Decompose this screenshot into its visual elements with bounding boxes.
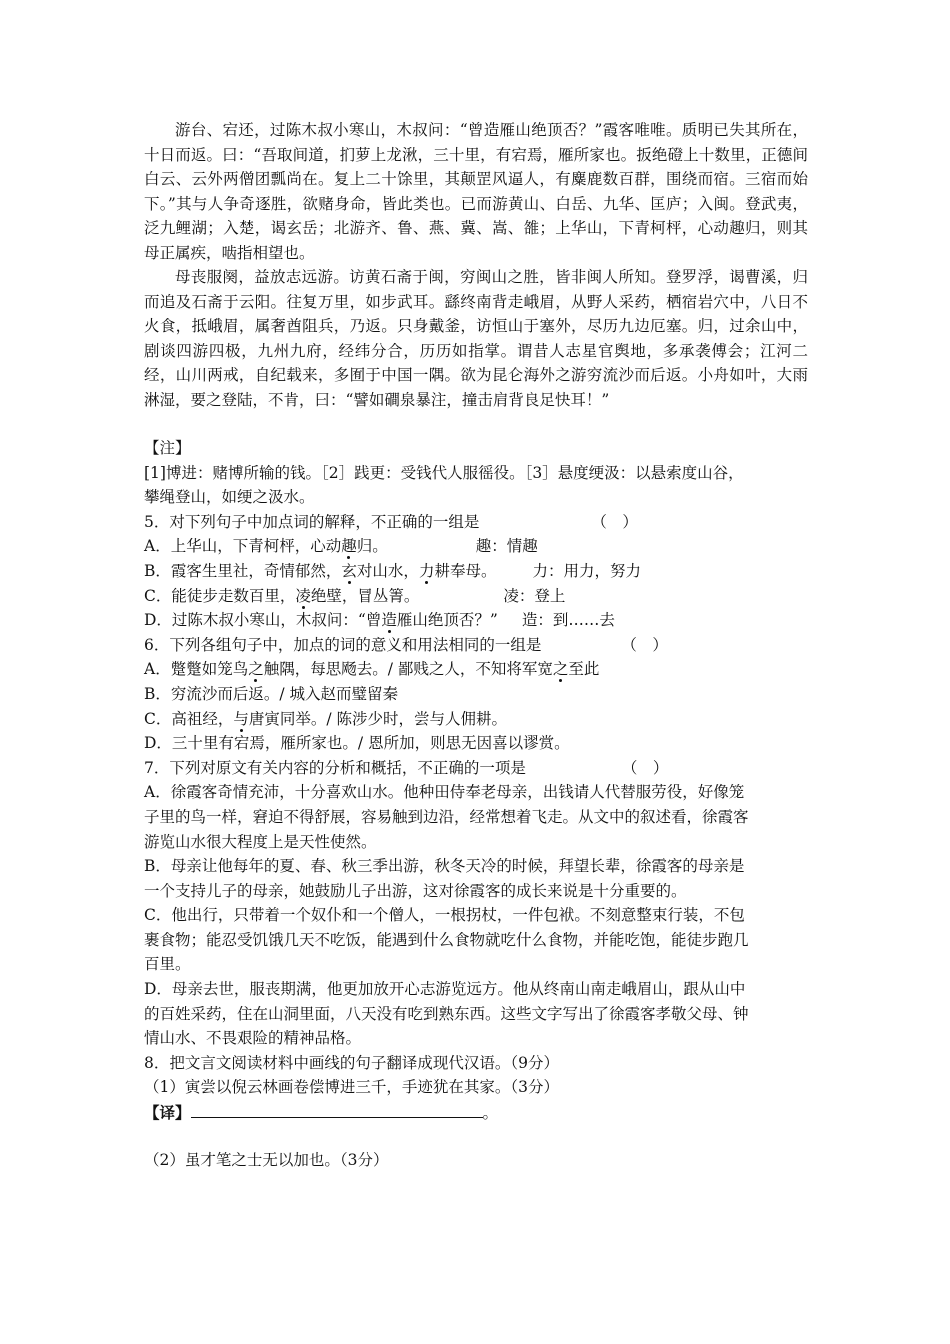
q7-answer-paren: （ ） — [621, 758, 669, 777]
q8-translation-line: 【译】 。 — [144, 1100, 808, 1126]
notes-line-2: 攀绳登山，如绠之汲水。 — [144, 488, 315, 507]
dotted-char: 力 — [418, 561, 435, 580]
q6-option-b: B．穷流沙而后返。/ 城入赵而璧留秦 — [144, 684, 399, 703]
dotted-char: 与 — [233, 709, 249, 728]
question-7-stem — [144, 756, 808, 781]
dotted-char: 凌 — [295, 586, 311, 605]
q8-sentence-2: （2）虽才笔之士无以加也。（3分） — [144, 1150, 389, 1169]
spacer — [144, 1126, 808, 1148]
dotted-char: 趣 — [341, 537, 357, 556]
notes-header: 【注】 — [144, 439, 191, 457]
question-5-stem — [144, 510, 808, 535]
q5-b-gloss: 力：用力，努力 — [532, 561, 641, 580]
q5-answer-paren: （ ） — [591, 512, 638, 531]
dotted-char: 之 — [552, 660, 569, 679]
q8-sentence-1: （1）寅尝以倪云林画卷偿博进三千，手迹犹在其家。（3分） — [144, 1078, 559, 1097]
q5-option-b: B．霞客生里社，奇情郁然，玄对山水，力耕奉母。 力：用力，努力 — [144, 561, 641, 580]
q6-answer-paren: （ ） — [621, 635, 668, 654]
q7-option-d-line: 情山水、不畏艰险的精神品格。 — [144, 1029, 362, 1048]
q7-stem-text: 7．下列对原文有关内容的分析和概括，不正确的一项是 — [144, 758, 526, 777]
q7-option-a-line: A．徐霞客奇情充沛，十分喜欢山水。他种田侍奉老母亲，出钱请人代替服劳役，好像笼 — [144, 783, 745, 802]
dotted-char: 玄 — [341, 561, 357, 580]
q7-option-d-line: 的百姓采药，住在山洞里面，八天没有吃到熟东西。这些文字写出了徐霞客孝敬父母、钟 — [144, 1004, 749, 1023]
q7-option-c-line: 裹食物；能忍受饥饿几天不吃饭，能遇到什么食物就吃什么食物，并能吃饱，能徒步跑几 — [144, 930, 749, 949]
passage-paragraph-2: 母丧服阕，益放志远游。访黄石斋于闽，穷闽山之胜，皆非闽人所知。登罗浮，谒曹溪，归而追及石斋于云阳。往复万里，如步武耳。繇终南背走峨眉，从野人采药，栖宿岩穴中，八日不火食，抵峨眉，属奢酋阻兵，乃返。只身戴釜，访恒山于塞外，尽历九边厄塞。归，过余山中，剧谈四游四极，九州九府，经纬分合，历历如指掌。谓昔人志星官舆地，多承袭傅会；江河二经，山川两戒，自纪载来，多囿于中国一隅。欲为昆仑海外之游穷流沙而后返。小舟如叶，大雨淋湿，要之登陆，不肯，曰：“譬如磵泉暴注，撞击肩背良足快耳！” — [144, 268, 808, 409]
q5-option-d: D．过陈木叔小寒山，木叔问：“曾造雁山绝顶否？” 造：到……去 — [144, 611, 615, 630]
dotted-char: 造 — [381, 611, 397, 630]
q7-option-b-line: B．母亲让他每年的夏、春、秋三季出游，秋冬天冷的时候，拜望长辈，徐霞客的母亲是 — [144, 857, 745, 876]
q7-option-c-line: C．他出行，只带着一个奴仆和一个僧人，一根拐杖，一件包袱。不刻意整束行装，不包 — [144, 906, 745, 925]
translation-answer-blank[interactable] — [191, 1100, 483, 1118]
q5-d-gloss: 造：到……去 — [521, 611, 615, 630]
document-page — [144, 118, 808, 1172]
q7-option-c-line: 百里。 — [144, 955, 191, 974]
notes-line-1: [1]博进：赌博所输的钱。［2］践更：受钱代人服徭役。［3］悬度绠汲：以悬索度山谷， — [144, 463, 744, 482]
q6-option-d: D．三十里有宕焉，雁所家也。/ 恩所加，则思无因喜以谬赏。 — [144, 734, 570, 753]
q6-stem-text: 6．下列各组句子中，加点的词的意义和用法相同的一组是 — [144, 635, 542, 654]
q7-option-a-line: 子里的鸟一样，窘迫不得舒展，容易触到边沿，经常想着飞走。从文中的叙述看，徐霞客 — [144, 807, 749, 826]
q7-option-a-line: 游览山水很大程度上是天性使然。 — [144, 832, 377, 851]
spacer — [144, 412, 808, 436]
passage-paragraph-1: 游台、宕还，过陈木叔小寒山，木叔问：“曾造雁山绝顶否？”霞客唯唯。质明已失其所在，十日而返。曰：“吾取间道，扪萝上龙湫，三十里，有宕焉，雁所家也。扳绝磴上十数里，正德间白云、云外两僧团瓢尚在。复上二十馀里，其颠罡风逼人，有麋鹿数百群，围绕而宿。三宿而始下。”其与人争奇逐胜，欲赌身命，皆此类也。已而游黄山、白岳、九华、匡庐；入闽。登武夷，泛九鲤湖；入楚，谒玄岳；北游齐、鲁、燕、冀、嵩、雒；上华山，下青柯枰，心动趣归，则其母正属疾，啮指相望也。 — [144, 121, 808, 262]
q6-option-c: C．高祖经，与唐寅同举。/ 陈涉少时，尝与人佣耕。 — [144, 709, 508, 728]
q5-option-c: C．能徒步走数百里，凌绝壁，冒丛箐。 凌：登上 — [144, 586, 566, 605]
q6-option-a: A．蹩蹩如笼鸟之触隅，每思飏去。/ 鄙贱之人，不知将军宽之至此 — [144, 660, 600, 679]
question-6-stem — [144, 633, 808, 658]
translation-label: 【译】 — [144, 1103, 191, 1123]
q5-option-a: A．上华山，下青柯枰，心动趣归。 趣：情趣 — [144, 537, 538, 556]
dotted-char: 之 — [248, 660, 264, 679]
q5-stem-text: 5．对下列句子中加点词的解释，不正确的一组是 — [144, 512, 480, 531]
q7-option-d-line: D．母亲去世，服丧期满，他更加放开心志游览远方。他从终南山南走峨眉山，跟从山中 — [144, 980, 746, 999]
q7-option-b-line: 一个支持儿子的母亲，她鼓励儿子出游，这对徐霞客的成长来说是十分重要的。 — [144, 881, 687, 900]
question-8-stem: 8．把文言文阅读材料中画线的句子翻译成现代汉语。（9分） — [144, 1053, 559, 1072]
q5-a-gloss: 趣：情趣 — [475, 537, 538, 556]
q5-c-gloss: 凌：登上 — [503, 586, 566, 605]
